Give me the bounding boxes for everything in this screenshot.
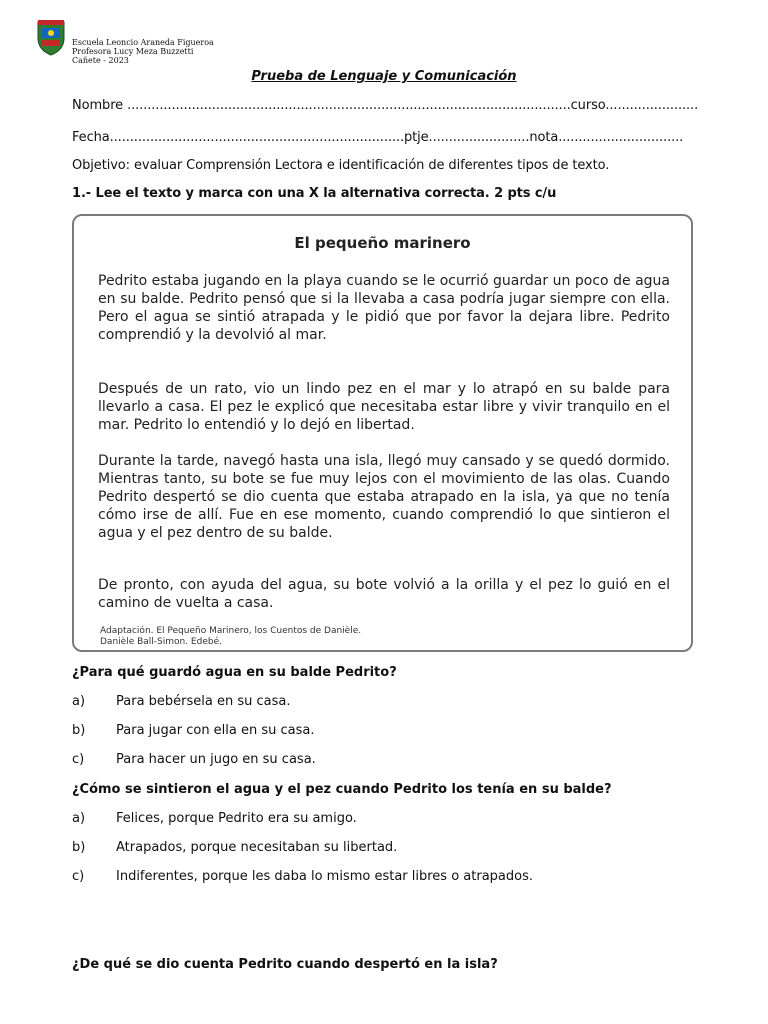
question-2-option-c[interactable] [72,869,533,884]
option-letter: a) [72,811,86,826]
story-paragraph-3: Durante la tarde, navegó hasta una isla, llegó muy cansado y se quedó dormido. Mientras tanto, su bote se fue muy lejos con el movimiento de las olas. Cuando Pedrito despertó se dio cuenta que estaba atrapado en la isla, ya que no tenía cómo irse de allí. Fue en ese momento, cuando comprendió lo que sintieron el agua y el pez dentro de su balde. [98,453,670,541]
question-2-option-b[interactable] [72,840,397,855]
credit-line-2: Danièle Ball-Simon. Edebé. [100,637,222,647]
option-letter: c) [72,869,85,884]
place-year: Cañete - 2023 [72,56,129,65]
question-1-option-c[interactable] [72,752,316,767]
option-letter: c) [72,752,85,767]
option-letter: b) [72,840,86,855]
story-paragraph-2: Después de un rato, vio un lindo pez en el mar y lo atrapó en su balde para llevarlo a casa. El pez le explicó que necesitaba estar libre y vivir tranquilo en el mar. Pedrito lo entendió y lo dejó en libertad. [98,381,670,433]
reading-text-box [72,214,693,652]
school-crest-icon [36,18,66,56]
story-title: El pequeño marinero [294,234,471,252]
credit-line-1: Adaptación. El Pequeño Marinero, los Cuentos de Danièle. [100,626,362,636]
test-title: Prueba de Lenguaje y Comunicación [251,69,517,84]
school-name: Escuela Leoncio Araneda Figueroa [72,38,214,47]
option-text: Indiferentes, porque les daba lo mismo estar libres o atrapados. [116,869,534,884]
story-paragraph-1: Pedrito estaba jugando en la playa cuando se le ocurrió guardar un poco de agua en su balde. Pedrito pensó que si la llevaba a casa podría jugar siempre con ella. Pero el agua se sintió atrapada y le pidió que por favor la dejara libre. Pedrito comprendió y la devolvió al mar. [98,273,670,343]
question-3: ¿De qué se dio cuenta Pedrito cuando despertó en la isla? [72,957,498,972]
story-credit [100,626,361,648]
option-text: Atrapados, porque necesitaban su libertad. [116,840,398,855]
question-1-option-b[interactable] [72,723,315,738]
instruction-text: 1.- Lee el texto y marca con una X la alternativa correcta. 2 pts c/u [72,186,557,201]
nombre-curso-line[interactable]: Nombre ..............................................................................................................curso....................... [72,98,699,113]
option-text: Para bebérsela en su casa. [116,694,291,709]
question-2-option-a[interactable] [72,811,357,826]
school-info [72,38,214,65]
objective-text: Objetivo: evaluar Comprensión Lectora e identificación de diferentes tipos de texto. [72,158,610,173]
option-text: Para hacer un jugo en su casa. [116,752,316,767]
fecha-ptje-nota-line[interactable]: Fecha.........................................................................ptje.........................nota............................... [72,130,684,145]
story-paragraph-4: De pronto, con ayuda del agua, su bote volvió a la orilla y el pez lo guió en el camino de vuelta a casa. [98,577,670,611]
option-letter: a) [72,694,86,709]
question-1: ¿Para qué guardó agua en su balde Pedrito? [72,665,397,680]
question-2: ¿Cómo se sintieron el agua y el pez cuando Pedrito los tenía en su balde? [72,782,612,797]
option-text: Para jugar con ella en su casa. [116,723,315,738]
option-text: Felices, porque Pedrito era su amigo. [116,811,357,826]
school-header [36,18,214,65]
option-letter: b) [72,723,86,738]
teacher-name: Profesora Lucy Meza Buzzetti [72,47,194,56]
question-1-option-a[interactable] [72,694,291,709]
